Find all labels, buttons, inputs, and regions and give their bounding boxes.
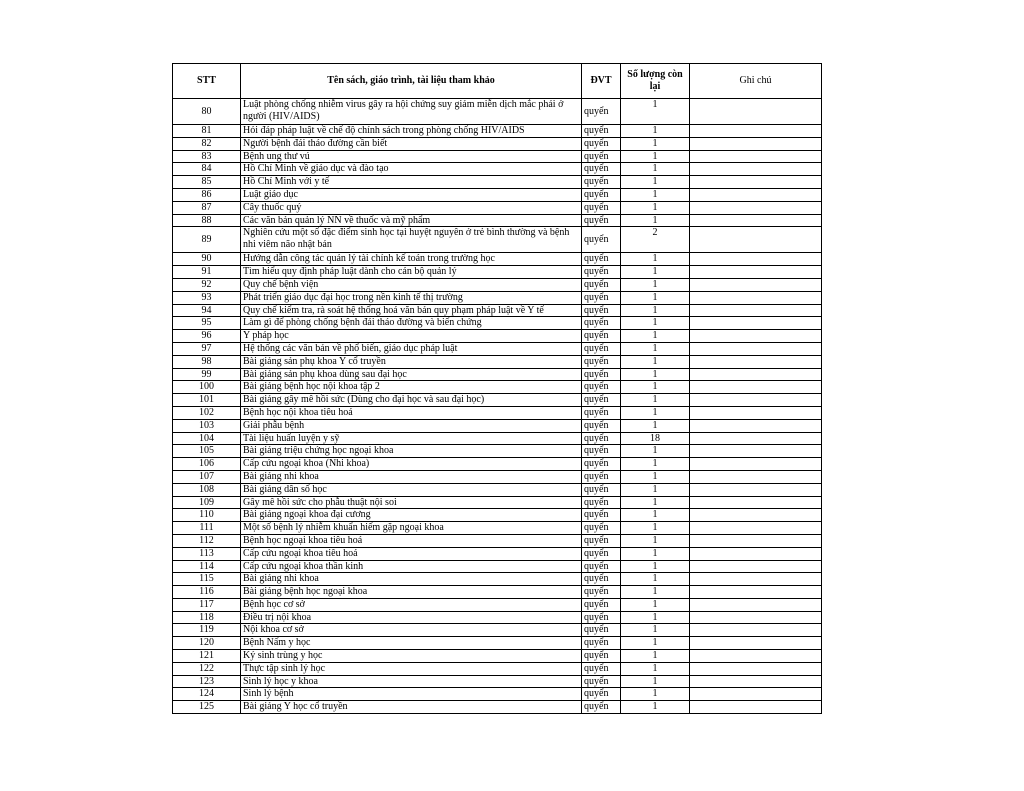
row-notes [690, 458, 822, 471]
row-notes [690, 662, 822, 675]
row-stt: 80 [173, 99, 241, 125]
table-row [173, 650, 822, 663]
table-row [173, 317, 822, 330]
row-remaining-quantity: 1 [621, 534, 690, 547]
row-unit: quyển [582, 637, 621, 650]
table-row [173, 125, 822, 138]
row-notes [690, 125, 822, 138]
table-row [173, 509, 822, 522]
row-remaining-quantity: 1 [621, 253, 690, 266]
row-book-title: Bệnh Nấm y học [241, 637, 582, 650]
row-remaining-quantity: 1 [621, 496, 690, 509]
row-remaining-quantity: 2 [621, 227, 690, 253]
row-stt: 107 [173, 470, 241, 483]
row-notes [690, 701, 822, 714]
row-notes [690, 419, 822, 432]
row-notes [690, 137, 822, 150]
row-remaining-quantity: 1 [621, 701, 690, 714]
row-remaining-quantity: 1 [621, 560, 690, 573]
table-row [173, 394, 822, 407]
table-row [173, 419, 822, 432]
row-stt: 117 [173, 598, 241, 611]
table-body [173, 99, 822, 714]
row-stt: 109 [173, 496, 241, 509]
row-notes [690, 381, 822, 394]
table-row [173, 688, 822, 701]
row-book-title: Bệnh ung thư vú [241, 150, 582, 163]
row-stt: 123 [173, 675, 241, 688]
row-stt: 103 [173, 419, 241, 432]
table-row [173, 675, 822, 688]
table-row [173, 253, 822, 266]
row-stt: 101 [173, 394, 241, 407]
row-notes [690, 317, 822, 330]
row-book-title: Thực tập sinh lý học [241, 662, 582, 675]
row-stt: 113 [173, 547, 241, 560]
row-book-title: Bài giảng triệu chứng học ngoại khoa [241, 445, 582, 458]
row-book-title: Hồ Chí Minh về giáo dục và đào tạo [241, 163, 582, 176]
row-notes [690, 266, 822, 279]
table-row [173, 445, 822, 458]
table-row [173, 163, 822, 176]
table-row [173, 496, 822, 509]
row-remaining-quantity: 1 [621, 547, 690, 560]
row-stt: 116 [173, 586, 241, 599]
row-remaining-quantity: 1 [621, 125, 690, 138]
row-stt: 110 [173, 509, 241, 522]
row-remaining-quantity: 18 [621, 432, 690, 445]
row-remaining-quantity: 1 [621, 637, 690, 650]
row-unit: quyển [582, 662, 621, 675]
row-book-title: Bài giảng sản phụ khoa dùng sau đại học [241, 368, 582, 381]
table-row [173, 214, 822, 227]
table-row [173, 522, 822, 535]
table-row [173, 137, 822, 150]
row-remaining-quantity: 1 [621, 99, 690, 125]
table-row [173, 188, 822, 201]
table-row [173, 227, 822, 253]
row-unit: quyển [582, 381, 621, 394]
row-book-title: Hệ thống các văn bản về phổ biến, giáo dục pháp luật [241, 342, 582, 355]
table-row [173, 368, 822, 381]
row-book-title: Hỏi đáp pháp luật về chế độ chính sách trong phòng chống HIV/AIDS [241, 125, 582, 138]
row-book-title: Bài giảng Y học cổ truyền [241, 701, 582, 714]
row-unit: quyển [582, 509, 621, 522]
row-book-title: Tìm hiểu quy định pháp luật dành cho cán bộ quản lý [241, 266, 582, 279]
row-notes [690, 547, 822, 560]
row-book-title: Nội khoa cơ sở [241, 624, 582, 637]
row-remaining-quantity: 1 [621, 406, 690, 419]
table-row [173, 330, 822, 343]
row-notes [690, 611, 822, 624]
row-unit: quyển [582, 125, 621, 138]
table-row [173, 291, 822, 304]
header-stt: STT [173, 64, 241, 99]
row-remaining-quantity: 1 [621, 342, 690, 355]
table-row [173, 598, 822, 611]
row-notes [690, 201, 822, 214]
row-remaining-quantity: 1 [621, 483, 690, 496]
row-stt: 97 [173, 342, 241, 355]
row-book-title: Làm gì để phòng chống bệnh đái tháo đường và biến chứng [241, 317, 582, 330]
row-notes [690, 291, 822, 304]
table-row [173, 150, 822, 163]
table-row [173, 278, 822, 291]
row-notes [690, 150, 822, 163]
row-stt: 125 [173, 701, 241, 714]
row-notes [690, 445, 822, 458]
row-stt: 104 [173, 432, 241, 445]
row-remaining-quantity: 1 [621, 675, 690, 688]
row-book-title: Người bệnh đái tháo đường cần biết [241, 137, 582, 150]
row-book-title: Y pháp học [241, 330, 582, 343]
row-remaining-quantity: 1 [621, 355, 690, 368]
row-book-title: Quy chế bệnh viện [241, 278, 582, 291]
row-remaining-quantity: 1 [621, 368, 690, 381]
table-row [173, 483, 822, 496]
row-unit: quyển [582, 522, 621, 535]
row-unit: quyển [582, 496, 621, 509]
row-book-title: Bài giảng gây mê hồi sức (Dùng cho đại học và sau đại học) [241, 394, 582, 407]
row-stt: 96 [173, 330, 241, 343]
row-unit: quyển [582, 176, 621, 189]
row-stt: 122 [173, 662, 241, 675]
row-unit: quyển [582, 188, 621, 201]
row-stt: 121 [173, 650, 241, 663]
row-remaining-quantity: 1 [621, 317, 690, 330]
row-book-title: Điều trị nội khoa [241, 611, 582, 624]
row-unit: quyển [582, 317, 621, 330]
row-unit: quyển [582, 342, 621, 355]
row-unit: quyển [582, 150, 621, 163]
table-row [173, 534, 822, 547]
row-unit: quyển [582, 201, 621, 214]
row-unit: quyển [582, 355, 621, 368]
row-book-title: Giải phẫu bệnh [241, 419, 582, 432]
row-stt: 100 [173, 381, 241, 394]
row-notes [690, 368, 822, 381]
row-remaining-quantity: 1 [621, 522, 690, 535]
row-book-title: Bài giảng bệnh học nội khoa tập 2 [241, 381, 582, 394]
row-notes [690, 688, 822, 701]
row-unit: quyển [582, 688, 621, 701]
row-remaining-quantity: 1 [621, 611, 690, 624]
row-stt: 98 [173, 355, 241, 368]
row-book-title: Hồ Chí Minh với y tế [241, 176, 582, 189]
row-book-title: Bài giảng bệnh học ngoại khoa [241, 586, 582, 599]
table-row [173, 458, 822, 471]
table-row [173, 547, 822, 560]
table-row [173, 266, 822, 279]
row-book-title: Cấp cứu ngoại khoa thần kinh [241, 560, 582, 573]
row-unit: quyển [582, 458, 621, 471]
table-row [173, 355, 822, 368]
row-remaining-quantity: 1 [621, 470, 690, 483]
table-row [173, 201, 822, 214]
row-book-title: Bài giảng ngoại khoa đại cương [241, 509, 582, 522]
row-unit: quyển [582, 394, 621, 407]
table-row [173, 624, 822, 637]
row-stt: 106 [173, 458, 241, 471]
row-notes [690, 598, 822, 611]
row-stt: 87 [173, 201, 241, 214]
table-row [173, 573, 822, 586]
row-stt: 105 [173, 445, 241, 458]
row-unit: quyển [582, 547, 621, 560]
row-unit: quyển [582, 586, 621, 599]
row-stt: 120 [173, 637, 241, 650]
row-stt: 90 [173, 253, 241, 266]
row-book-title: Bệnh học nội khoa tiêu hoá [241, 406, 582, 419]
row-stt: 89 [173, 227, 241, 253]
row-stt: 124 [173, 688, 241, 701]
row-notes [690, 586, 822, 599]
row-unit: quyển [582, 701, 621, 714]
row-remaining-quantity: 1 [621, 291, 690, 304]
row-stt: 95 [173, 317, 241, 330]
row-notes [690, 560, 822, 573]
table-row [173, 176, 822, 189]
header-unit: ĐVT [582, 64, 621, 99]
row-remaining-quantity: 1 [621, 278, 690, 291]
row-unit: quyển [582, 483, 621, 496]
row-notes [690, 573, 822, 586]
row-unit: quyển [582, 163, 621, 176]
row-remaining-quantity: 1 [621, 662, 690, 675]
row-book-title: Nghiên cứu một số đặc điểm sinh học tại huyệt nguyên ở trẻ bình thường và bệnh nhi viêm não nhật bản [241, 227, 582, 253]
row-unit: quyển [582, 406, 621, 419]
row-book-title: Các văn bản quản lý NN về thuốc và mỹ phẩm [241, 214, 582, 227]
row-book-title: Ký sinh trùng y học [241, 650, 582, 663]
header-notes: Ghi chú [690, 64, 822, 99]
row-notes [690, 99, 822, 125]
row-unit: quyển [582, 445, 621, 458]
row-book-title: Sinh lý học y khoa [241, 675, 582, 688]
header-book-title: Tên sách, giáo trình, tài liệu tham khảo [241, 64, 582, 99]
row-stt: 118 [173, 611, 241, 624]
row-notes [690, 637, 822, 650]
row-book-title: Bài giảng sản phụ khoa Y cổ truyền [241, 355, 582, 368]
table-row [173, 662, 822, 675]
row-notes [690, 394, 822, 407]
row-stt: 84 [173, 163, 241, 176]
row-book-title: Cây thuốc quý [241, 201, 582, 214]
row-remaining-quantity: 1 [621, 266, 690, 279]
table-row [173, 611, 822, 624]
row-book-title: Tài liệu huấn luyện y sỹ [241, 432, 582, 445]
row-book-title: Quy chế kiểm tra, rà soát hệ thống hoá văn bản quy phạm pháp luật về Y tế [241, 304, 582, 317]
row-stt: 102 [173, 406, 241, 419]
row-remaining-quantity: 1 [621, 458, 690, 471]
row-remaining-quantity: 1 [621, 419, 690, 432]
row-stt: 82 [173, 137, 241, 150]
row-book-title: Bài giảng nhi khoa [241, 573, 582, 586]
row-remaining-quantity: 1 [621, 381, 690, 394]
row-notes [690, 176, 822, 189]
row-unit: quyển [582, 253, 621, 266]
row-unit: quyển [582, 266, 621, 279]
row-stt: 99 [173, 368, 241, 381]
row-notes [690, 355, 822, 368]
row-book-title: Gây mê hồi sức cho phẫu thuật nội soi [241, 496, 582, 509]
row-remaining-quantity: 1 [621, 150, 690, 163]
table-row [173, 470, 822, 483]
row-remaining-quantity: 1 [621, 304, 690, 317]
row-remaining-quantity: 1 [621, 176, 690, 189]
row-book-title: Phát triển giáo dục đại học trong nền kinh tế thị trường [241, 291, 582, 304]
row-stt: 83 [173, 150, 241, 163]
book-inventory-table [172, 63, 822, 714]
row-stt: 93 [173, 291, 241, 304]
row-notes [690, 406, 822, 419]
row-notes [690, 675, 822, 688]
row-book-title: Bệnh học cơ sở [241, 598, 582, 611]
table-row [173, 342, 822, 355]
row-notes [690, 496, 822, 509]
row-stt: 86 [173, 188, 241, 201]
row-remaining-quantity: 1 [621, 598, 690, 611]
row-unit: quyển [582, 598, 621, 611]
row-notes [690, 188, 822, 201]
row-stt: 115 [173, 573, 241, 586]
row-notes [690, 522, 822, 535]
row-remaining-quantity: 1 [621, 573, 690, 586]
row-notes [690, 650, 822, 663]
row-notes [690, 253, 822, 266]
row-unit: quyển [582, 675, 621, 688]
row-unit: quyển [582, 368, 621, 381]
row-notes [690, 278, 822, 291]
row-stt: 108 [173, 483, 241, 496]
row-remaining-quantity: 1 [621, 624, 690, 637]
row-remaining-quantity: 1 [621, 650, 690, 663]
table-row [173, 304, 822, 317]
row-stt: 91 [173, 266, 241, 279]
row-unit: quyển [582, 560, 621, 573]
row-stt: 85 [173, 176, 241, 189]
row-unit: quyển [582, 419, 621, 432]
row-stt: 119 [173, 624, 241, 637]
row-unit: quyển [582, 278, 621, 291]
row-stt: 81 [173, 125, 241, 138]
row-remaining-quantity: 1 [621, 586, 690, 599]
row-unit: quyển [582, 470, 621, 483]
row-book-title: Luật phòng chống nhiễm virus gây ra hội chứng suy giảm miễn dịch mắc phải ở người (HIV/AIDS) [241, 99, 582, 125]
header-remaining-quantity: Số lượng còn lại [621, 64, 690, 99]
table-row [173, 701, 822, 714]
row-remaining-quantity: 1 [621, 188, 690, 201]
header-row [173, 64, 822, 99]
row-unit: quyển [582, 330, 621, 343]
row-remaining-quantity: 1 [621, 509, 690, 522]
row-notes [690, 509, 822, 522]
row-stt: 114 [173, 560, 241, 573]
row-unit: quyển [582, 214, 621, 227]
table-row [173, 432, 822, 445]
row-book-title: Một số bệnh lý nhiễm khuẩn hiếm gặp ngoại khoa [241, 522, 582, 535]
row-book-title: Bệnh học ngoại khoa tiêu hoá [241, 534, 582, 547]
row-remaining-quantity: 1 [621, 688, 690, 701]
row-unit: quyển [582, 99, 621, 125]
row-remaining-quantity: 1 [621, 137, 690, 150]
table-row [173, 381, 822, 394]
row-unit: quyển [582, 432, 621, 445]
table-row [173, 586, 822, 599]
row-unit: quyển [582, 137, 621, 150]
row-book-title: Luật giáo dục [241, 188, 582, 201]
row-notes [690, 330, 822, 343]
row-unit: quyển [582, 650, 621, 663]
row-notes [690, 483, 822, 496]
row-book-title: Sinh lý bệnh [241, 688, 582, 701]
row-notes [690, 342, 822, 355]
row-unit: quyển [582, 611, 621, 624]
row-remaining-quantity: 1 [621, 163, 690, 176]
row-unit: quyển [582, 534, 621, 547]
row-notes [690, 163, 822, 176]
row-stt: 92 [173, 278, 241, 291]
row-remaining-quantity: 1 [621, 330, 690, 343]
row-stt: 94 [173, 304, 241, 317]
row-book-title: Bài giảng dân số học [241, 483, 582, 496]
table-row [173, 406, 822, 419]
row-remaining-quantity: 1 [621, 201, 690, 214]
row-notes [690, 227, 822, 253]
table-row [173, 99, 822, 125]
row-remaining-quantity: 1 [621, 445, 690, 458]
row-notes [690, 432, 822, 445]
row-unit: quyển [582, 227, 621, 253]
row-book-title: Hướng dẫn công tác quản lý tài chính kế toán trong trường học [241, 253, 582, 266]
row-remaining-quantity: 1 [621, 394, 690, 407]
row-notes [690, 304, 822, 317]
row-notes [690, 470, 822, 483]
row-remaining-quantity: 1 [621, 214, 690, 227]
row-notes [690, 534, 822, 547]
row-stt: 112 [173, 534, 241, 547]
row-notes [690, 214, 822, 227]
row-book-title: Cấp cứu ngoại khoa (Nhi khoa) [241, 458, 582, 471]
row-notes [690, 624, 822, 637]
table-row [173, 637, 822, 650]
row-book-title: Cấp cứu ngoại khoa tiêu hoá [241, 547, 582, 560]
row-unit: quyển [582, 304, 621, 317]
row-stt: 88 [173, 214, 241, 227]
row-unit: quyển [582, 573, 621, 586]
table-row [173, 560, 822, 573]
row-unit: quyển [582, 624, 621, 637]
row-stt: 111 [173, 522, 241, 535]
row-unit: quyển [582, 291, 621, 304]
row-book-title: Bài giảng nhi khoa [241, 470, 582, 483]
